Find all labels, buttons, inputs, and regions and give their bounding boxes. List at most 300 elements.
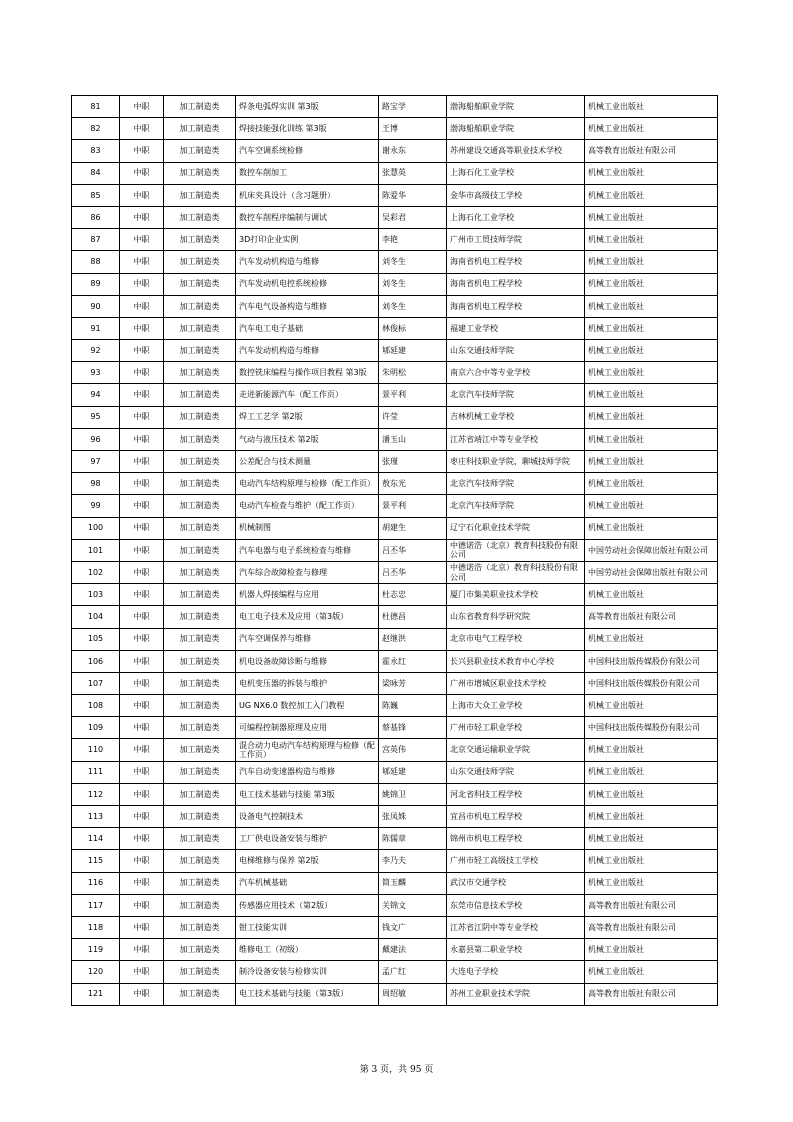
category-cell: 加工制造类: [164, 606, 236, 628]
publisher-cell: 高等教育出版社有限公司: [585, 916, 718, 938]
publisher-cell: 机械工业出版社: [585, 295, 718, 317]
textbook-title-cell: 混合动力电动汽车结构原理与检修（配工作页）: [236, 739, 379, 761]
textbook-title-cell: 焊接技能强化训练 第3版: [236, 118, 379, 140]
serial-number-cell: 89: [72, 273, 120, 295]
category-cell: 加工制造类: [164, 384, 236, 406]
editor-cell: 朱明松: [379, 362, 447, 384]
level-cell: 中职: [120, 118, 164, 140]
serial-number-cell: 87: [72, 229, 120, 251]
institution-cell: 海南省机电工程学校: [447, 273, 585, 295]
institution-cell: 北京市电气工程学校: [447, 628, 585, 650]
level-cell: 中职: [120, 428, 164, 450]
level-cell: 中职: [120, 451, 164, 473]
editor-cell: 李艳: [379, 229, 447, 251]
serial-number-cell: 93: [72, 362, 120, 384]
institution-cell: 上海市大众工业学校: [447, 695, 585, 717]
table-row: [72, 118, 718, 140]
publisher-cell: 机械工业出版社: [585, 362, 718, 384]
table-row: [72, 495, 718, 517]
publisher-cell: 机械工业出版社: [585, 783, 718, 805]
level-cell: 中职: [120, 939, 164, 961]
textbook-title-cell: 机器人焊接编程与应用: [236, 584, 379, 606]
publisher-cell: 中国科技出版传媒股份有限公司: [585, 672, 718, 694]
serial-number-cell: 98: [72, 473, 120, 495]
editor-cell: 宫英伟: [379, 739, 447, 761]
table-row: [72, 206, 718, 228]
publisher-cell: 机械工业出版社: [585, 162, 718, 184]
level-cell: 中职: [120, 872, 164, 894]
publisher-cell: 机械工业出版社: [585, 739, 718, 761]
table-row: [72, 561, 718, 583]
editor-cell: 郇延建: [379, 761, 447, 783]
publisher-cell: 机械工业出版社: [585, 584, 718, 606]
level-cell: 中职: [120, 184, 164, 206]
editor-cell: 张瑾: [379, 451, 447, 473]
editor-cell: 许莹: [379, 406, 447, 428]
level-cell: 中职: [120, 850, 164, 872]
level-cell: 中职: [120, 894, 164, 916]
institution-cell: 吉林机械工业学校: [447, 406, 585, 428]
textbook-title-cell: 机床夹具设计（含习题册）: [236, 184, 379, 206]
category-cell: 加工制造类: [164, 428, 236, 450]
level-cell: 中职: [120, 317, 164, 339]
table-row: [72, 340, 718, 362]
level-cell: 中职: [120, 983, 164, 1005]
level-cell: 中职: [120, 606, 164, 628]
publisher-cell: 机械工业出版社: [585, 473, 718, 495]
serial-number-cell: 113: [72, 806, 120, 828]
institution-cell: 渤海船舶职业学院: [447, 118, 585, 140]
editor-cell: 王博: [379, 118, 447, 140]
category-cell: 加工制造类: [164, 340, 236, 362]
institution-cell: 中德诺浩（北京）教育科技股份有限公司: [447, 539, 585, 561]
category-cell: 加工制造类: [164, 162, 236, 184]
serial-number-cell: 81: [72, 96, 120, 118]
serial-number-cell: 91: [72, 317, 120, 339]
table-row: [72, 140, 718, 162]
editor-cell: 敖东光: [379, 473, 447, 495]
editor-cell: 戴建法: [379, 939, 447, 961]
level-cell: 中职: [120, 495, 164, 517]
editor-cell: 钱文广: [379, 916, 447, 938]
table-row: [72, 473, 718, 495]
category-cell: 加工制造类: [164, 473, 236, 495]
editor-cell: 景平利: [379, 384, 447, 406]
textbook-title-cell: 汽车电工电子基础: [236, 317, 379, 339]
serial-number-cell: 106: [72, 650, 120, 672]
category-cell: 加工制造类: [164, 517, 236, 539]
category-cell: 加工制造类: [164, 739, 236, 761]
institution-cell: 广州市轻工职业学校: [447, 717, 585, 739]
textbook-title-cell: 汽车空调保养与维修: [236, 628, 379, 650]
textbook-title-cell: 维修电工（初级）: [236, 939, 379, 961]
category-cell: 加工制造类: [164, 850, 236, 872]
level-cell: 中职: [120, 961, 164, 983]
editor-cell: 胡建生: [379, 517, 447, 539]
level-cell: 中职: [120, 96, 164, 118]
level-cell: 中职: [120, 650, 164, 672]
publisher-cell: 机械工业出版社: [585, 628, 718, 650]
editor-cell: 景平利: [379, 495, 447, 517]
serial-number-cell: 112: [72, 783, 120, 805]
table-row: [72, 428, 718, 450]
table-row: [72, 451, 718, 473]
serial-number-cell: 110: [72, 739, 120, 761]
institution-cell: 江苏省靖江中等专业学校: [447, 428, 585, 450]
table-row: [72, 317, 718, 339]
table-row: [72, 894, 718, 916]
textbook-title-cell: 电工技术基础与技能（第3版）: [236, 983, 379, 1005]
publisher-cell: 机械工业出版社: [585, 695, 718, 717]
serial-number-cell: 111: [72, 761, 120, 783]
editor-cell: 周绍敏: [379, 983, 447, 1005]
editor-cell: 张凤姝: [379, 806, 447, 828]
editor-cell: 杜德昌: [379, 606, 447, 628]
serial-number-cell: 99: [72, 495, 120, 517]
textbook-title-cell: 机电设备故障诊断与维修: [236, 650, 379, 672]
serial-number-cell: 92: [72, 340, 120, 362]
textbook-title-cell: 汽车空调系统检修: [236, 140, 379, 162]
editor-cell: 赵继洪: [379, 628, 447, 650]
table-row: [72, 406, 718, 428]
category-cell: 加工制造类: [164, 362, 236, 384]
level-cell: 中职: [120, 628, 164, 650]
publisher-cell: 机械工业出版社: [585, 872, 718, 894]
institution-cell: 上海石化工业学校: [447, 162, 585, 184]
table-row: [72, 717, 718, 739]
table-body: [72, 96, 718, 1006]
institution-cell: 广州市轻工高级技工学校: [447, 850, 585, 872]
category-cell: 加工制造类: [164, 406, 236, 428]
publisher-cell: 机械工业出版社: [585, 206, 718, 228]
textbook-title-cell: 工厂供电设备安装与维护: [236, 828, 379, 850]
category-cell: 加工制造类: [164, 872, 236, 894]
level-cell: 中职: [120, 251, 164, 273]
publisher-cell: 机械工业出版社: [585, 229, 718, 251]
editor-cell: 蔡基锋: [379, 717, 447, 739]
textbook-title-cell: 可编程控制器原理及应用: [236, 717, 379, 739]
table-row: [72, 517, 718, 539]
institution-cell: 南京六合中等专业学校: [447, 362, 585, 384]
table-row: [72, 739, 718, 761]
institution-cell: 海南省机电工程学校: [447, 251, 585, 273]
category-cell: 加工制造类: [164, 983, 236, 1005]
category-cell: 加工制造类: [164, 495, 236, 517]
serial-number-cell: 103: [72, 584, 120, 606]
publisher-cell: 机械工业出版社: [585, 961, 718, 983]
textbook-title-cell: UG NX6.0 数控加工入门教程: [236, 695, 379, 717]
textbook-title-cell: 气动与液压技术 第2版: [236, 428, 379, 450]
table-row: [72, 96, 718, 118]
editor-cell: 刘冬生: [379, 251, 447, 273]
level-cell: 中职: [120, 916, 164, 938]
serial-number-cell: 82: [72, 118, 120, 140]
textbook-title-cell: 汽车综合故障检查与修理: [236, 561, 379, 583]
level-cell: 中职: [120, 695, 164, 717]
category-cell: 加工制造类: [164, 184, 236, 206]
editor-cell: 关锦文: [379, 894, 447, 916]
publisher-cell: 高等教育出版社有限公司: [585, 983, 718, 1005]
serial-number-cell: 85: [72, 184, 120, 206]
publisher-cell: 机械工业出版社: [585, 939, 718, 961]
textbook-title-cell: 数控车削程序编制与调试: [236, 206, 379, 228]
level-cell: 中职: [120, 206, 164, 228]
institution-cell: 苏州建设交通高等职业技术学校: [447, 140, 585, 162]
category-cell: 加工制造类: [164, 317, 236, 339]
book-list-table: [71, 95, 718, 1006]
category-cell: 加工制造类: [164, 961, 236, 983]
level-cell: 中职: [120, 229, 164, 251]
category-cell: 加工制造类: [164, 118, 236, 140]
level-cell: 中职: [120, 584, 164, 606]
editor-cell: 谢永东: [379, 140, 447, 162]
level-cell: 中职: [120, 561, 164, 583]
institution-cell: 宜昌市机电工程学校: [447, 806, 585, 828]
table-row: [72, 916, 718, 938]
table-row: [72, 806, 718, 828]
serial-number-cell: 88: [72, 251, 120, 273]
serial-number-cell: 96: [72, 428, 120, 450]
book-list-table-wrapper: [71, 95, 717, 1006]
category-cell: 加工制造类: [164, 96, 236, 118]
institution-cell: 渤海船舶职业学院: [447, 96, 585, 118]
publisher-cell: 高等教育出版社有限公司: [585, 140, 718, 162]
serial-number-cell: 120: [72, 961, 120, 983]
level-cell: 中职: [120, 473, 164, 495]
textbook-title-cell: 3D打印企业实例: [236, 229, 379, 251]
publisher-cell: 机械工业出版社: [585, 96, 718, 118]
table-row: [72, 983, 718, 1005]
level-cell: 中职: [120, 539, 164, 561]
category-cell: 加工制造类: [164, 916, 236, 938]
editor-cell: 简玉麟: [379, 872, 447, 894]
institution-cell: 枣庄科技职业学院，聊城技师学院: [447, 451, 585, 473]
serial-number-cell: 94: [72, 384, 120, 406]
category-cell: 加工制造类: [164, 229, 236, 251]
textbook-title-cell: 焊工工艺学 第2版: [236, 406, 379, 428]
textbook-title-cell: 电动汽车结构原理与检修（配工作页）: [236, 473, 379, 495]
serial-number-cell: 116: [72, 872, 120, 894]
level-cell: 中职: [120, 273, 164, 295]
level-cell: 中职: [120, 295, 164, 317]
serial-number-cell: 95: [72, 406, 120, 428]
level-cell: 中职: [120, 806, 164, 828]
institution-cell: 苏州工业职业技术学院: [447, 983, 585, 1005]
publisher-cell: 机械工业出版社: [585, 828, 718, 850]
editor-cell: 姚锦卫: [379, 783, 447, 805]
category-cell: 加工制造类: [164, 628, 236, 650]
textbook-title-cell: 电动汽车检查与维护（配工作页）: [236, 495, 379, 517]
publisher-cell: 中国科技出版传媒股份有限公司: [585, 650, 718, 672]
textbook-title-cell: 钳工技能实训: [236, 916, 379, 938]
serial-number-cell: 121: [72, 983, 120, 1005]
institution-cell: 河北省科技工程学校: [447, 783, 585, 805]
textbook-title-cell: 电工电子技术及应用（第3版）: [236, 606, 379, 628]
table-row: [72, 162, 718, 184]
serial-number-cell: 84: [72, 162, 120, 184]
category-cell: 加工制造类: [164, 783, 236, 805]
serial-number-cell: 102: [72, 561, 120, 583]
publisher-cell: 机械工业出版社: [585, 406, 718, 428]
table-row: [72, 273, 718, 295]
level-cell: 中职: [120, 672, 164, 694]
institution-cell: 东莞市信息技术学校: [447, 894, 585, 916]
editor-cell: 刘冬生: [379, 295, 447, 317]
institution-cell: 长兴县职业技术教育中心学校: [447, 650, 585, 672]
category-cell: 加工制造类: [164, 828, 236, 850]
textbook-title-cell: 电梯维修与保养 第2版: [236, 850, 379, 872]
publisher-cell: 机械工业出版社: [585, 761, 718, 783]
level-cell: 中职: [120, 340, 164, 362]
institution-cell: 北京交通运输职业学院: [447, 739, 585, 761]
table-row: [72, 184, 718, 206]
serial-number-cell: 119: [72, 939, 120, 961]
table-row: [72, 650, 718, 672]
serial-number-cell: 105: [72, 628, 120, 650]
table-row: [72, 229, 718, 251]
textbook-title-cell: 焊条电弧焊实训 第3版: [236, 96, 379, 118]
textbook-title-cell: 走进新能源汽车（配工作页）: [236, 384, 379, 406]
serial-number-cell: 114: [72, 828, 120, 850]
textbook-title-cell: 汽车发动机构造与维修: [236, 251, 379, 273]
serial-number-cell: 107: [72, 672, 120, 694]
editor-cell: 林俊标: [379, 317, 447, 339]
level-cell: 中职: [120, 406, 164, 428]
publisher-cell: 机械工业出版社: [585, 428, 718, 450]
textbook-title-cell: 数控铣床编程与操作项目教程 第3版: [236, 362, 379, 384]
category-cell: 加工制造类: [164, 672, 236, 694]
category-cell: 加工制造类: [164, 206, 236, 228]
publisher-cell: 机械工业出版社: [585, 118, 718, 140]
level-cell: 中职: [120, 739, 164, 761]
serial-number-cell: 115: [72, 850, 120, 872]
publisher-cell: 高等教育出版社有限公司: [585, 894, 718, 916]
publisher-cell: 机械工业出版社: [585, 495, 718, 517]
table-row: [72, 606, 718, 628]
category-cell: 加工制造类: [164, 140, 236, 162]
serial-number-cell: 117: [72, 894, 120, 916]
table-row: [72, 539, 718, 561]
category-cell: 加工制造类: [164, 717, 236, 739]
level-cell: 中职: [120, 140, 164, 162]
institution-cell: 上海石化工业学校: [447, 206, 585, 228]
publisher-cell: 机械工业出版社: [585, 384, 718, 406]
institution-cell: 江苏省江阴中等专业学校: [447, 916, 585, 938]
publisher-cell: 机械工业出版社: [585, 273, 718, 295]
editor-cell: 郇延建: [379, 340, 447, 362]
category-cell: 加工制造类: [164, 761, 236, 783]
serial-number-cell: 86: [72, 206, 120, 228]
level-cell: 中职: [120, 362, 164, 384]
editor-cell: 路宝学: [379, 96, 447, 118]
table-row: [72, 628, 718, 650]
serial-number-cell: 83: [72, 140, 120, 162]
institution-cell: 海南省机电工程学校: [447, 295, 585, 317]
table-row: [72, 584, 718, 606]
table-row: [72, 939, 718, 961]
category-cell: 加工制造类: [164, 451, 236, 473]
institution-cell: 厦门市集美职业技术学校: [447, 584, 585, 606]
textbook-title-cell: 制冷设备安装与检修实训: [236, 961, 379, 983]
editor-cell: 李乃夫: [379, 850, 447, 872]
editor-cell: 张慧英: [379, 162, 447, 184]
level-cell: 中职: [120, 783, 164, 805]
editor-cell: 陈儒章: [379, 828, 447, 850]
institution-cell: 中德诺浩（北京）教育科技股份有限公司: [447, 561, 585, 583]
category-cell: 加工制造类: [164, 695, 236, 717]
publisher-cell: 中国劳动社会保障出版社有限公司: [585, 539, 718, 561]
institution-cell: 山东交通技师学院: [447, 761, 585, 783]
publisher-cell: 机械工业出版社: [585, 251, 718, 273]
table-row: [72, 850, 718, 872]
category-cell: 加工制造类: [164, 295, 236, 317]
serial-number-cell: 104: [72, 606, 120, 628]
table-row: [72, 961, 718, 983]
publisher-cell: 机械工业出版社: [585, 850, 718, 872]
editor-cell: 杜志忠: [379, 584, 447, 606]
table-row: [72, 251, 718, 273]
institution-cell: 山东交通技师学院: [447, 340, 585, 362]
editor-cell: 孟广红: [379, 961, 447, 983]
table-row: [72, 828, 718, 850]
textbook-title-cell: 电工技术基础与技能 第3版: [236, 783, 379, 805]
page-footer: 第 3 页，共 95 页: [359, 1065, 434, 1075]
institution-cell: 金华市高级技工学校: [447, 184, 585, 206]
serial-number-cell: 97: [72, 451, 120, 473]
category-cell: 加工制造类: [164, 561, 236, 583]
table-row: [72, 695, 718, 717]
table-row: [72, 384, 718, 406]
serial-number-cell: 90: [72, 295, 120, 317]
serial-number-cell: 101: [72, 539, 120, 561]
textbook-title-cell: 汽车机械基础: [236, 872, 379, 894]
editor-cell: 吕丕华: [379, 561, 447, 583]
level-cell: 中职: [120, 717, 164, 739]
table-row: [72, 761, 718, 783]
level-cell: 中职: [120, 384, 164, 406]
category-cell: 加工制造类: [164, 939, 236, 961]
editor-cell: 霍永红: [379, 650, 447, 672]
publisher-cell: 机械工业出版社: [585, 340, 718, 362]
category-cell: 加工制造类: [164, 539, 236, 561]
editor-cell: 陈巍: [379, 695, 447, 717]
institution-cell: 永嘉县第二职业学校: [447, 939, 585, 961]
institution-cell: 大连电子学校: [447, 961, 585, 983]
textbook-title-cell: 设备电气控制技术: [236, 806, 379, 828]
institution-cell: 北京汽车技师学院: [447, 473, 585, 495]
table-row: [72, 362, 718, 384]
textbook-title-cell: 公差配合与技术测量: [236, 451, 379, 473]
textbook-title-cell: 数控车削加工: [236, 162, 379, 184]
textbook-title-cell: 传感器应用技术（第2版）: [236, 894, 379, 916]
editor-cell: 陈爱华: [379, 184, 447, 206]
institution-cell: 北京汽车技师学院: [447, 495, 585, 517]
publisher-cell: 机械工业出版社: [585, 317, 718, 339]
institution-cell: 武汉市交通学校: [447, 872, 585, 894]
textbook-title-cell: 汽车发动机构造与维修: [236, 340, 379, 362]
publisher-cell: 机械工业出版社: [585, 806, 718, 828]
level-cell: 中职: [120, 761, 164, 783]
institution-cell: 北京汽车技师学院: [447, 384, 585, 406]
table-row: [72, 872, 718, 894]
editor-cell: 吕丕华: [379, 539, 447, 561]
editor-cell: 刘冬生: [379, 273, 447, 295]
publisher-cell: 机械工业出版社: [585, 184, 718, 206]
textbook-title-cell: 汽车发动机电控系统检修: [236, 273, 379, 295]
institution-cell: 辽宁石化职业技术学院: [447, 517, 585, 539]
editor-cell: 梁咏芳: [379, 672, 447, 694]
category-cell: 加工制造类: [164, 894, 236, 916]
